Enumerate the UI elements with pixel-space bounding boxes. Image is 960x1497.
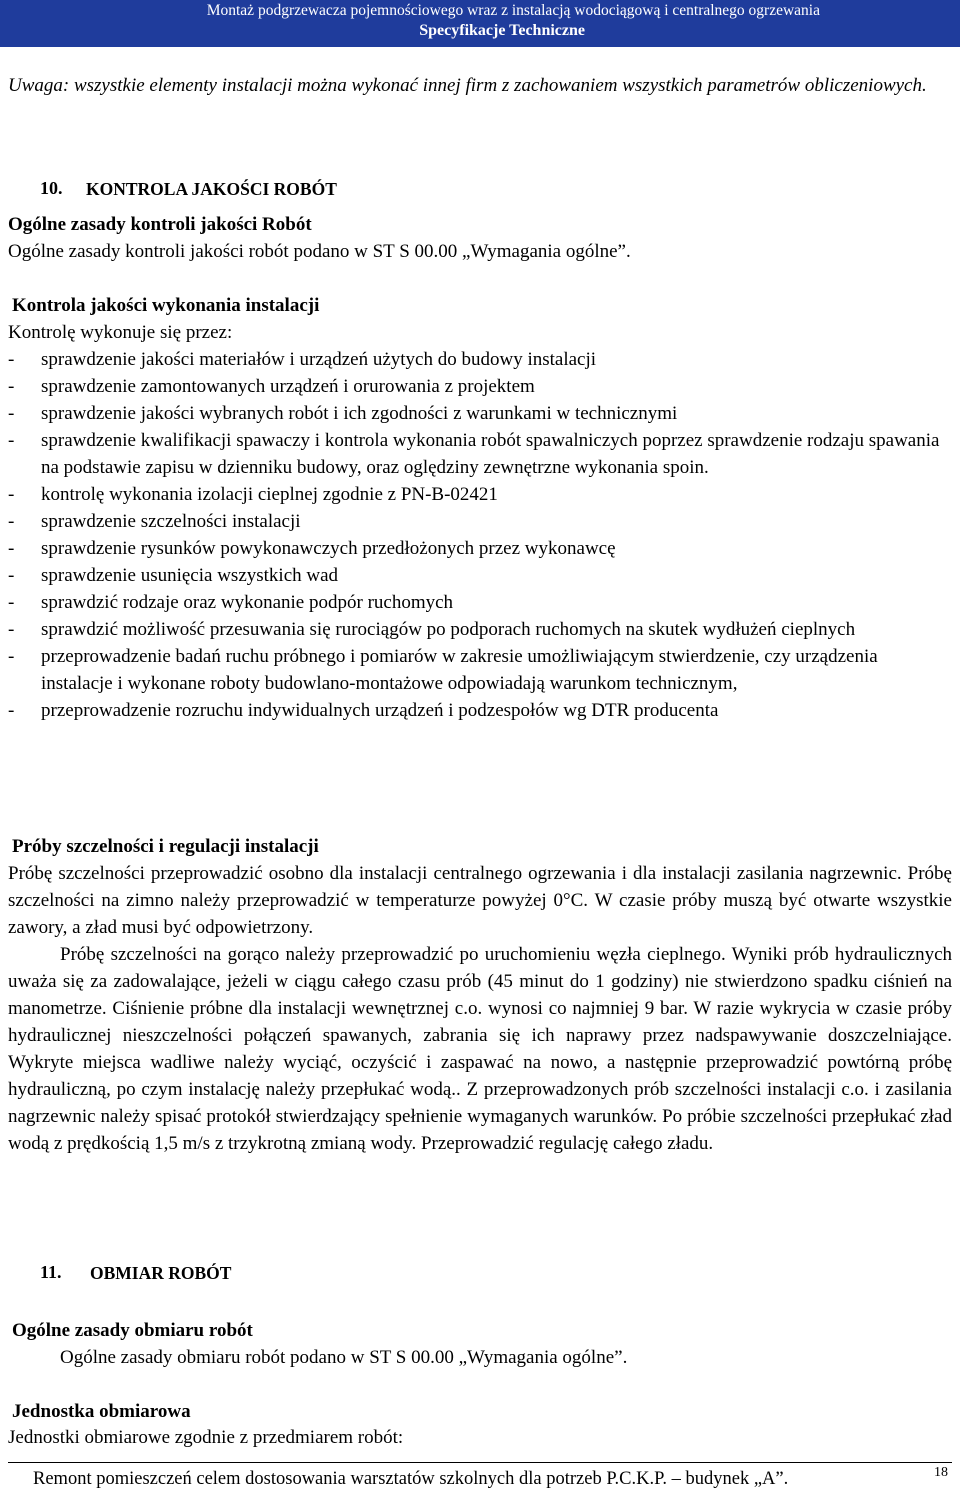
list-item: - sprawdzenie kwalifikacji spawaczy i kontrola wykonania robót spawalniczych poprzez sprawdzenie rodzaju spawania na podstawie zapisu w dzienniku budowy, oraz oględziny zewnętrzne wykonania spoin. xyxy=(8,427,952,481)
installation-quality-list xyxy=(8,346,952,724)
section-10-text: Ogólne zasady kontroli jakości robót podano w ST S 00.00 „Wymagania ogólne”. xyxy=(8,241,631,262)
list-item: - sprawdzenie jakości materiałów i urządzeń użytych do budowy instalacji xyxy=(8,346,952,373)
pressure-tests-body xyxy=(8,860,952,1157)
unit-text: Jednostki obmiarowe zgodnie z przedmiarem robót: xyxy=(8,1427,404,1448)
installation-quality-heading: Kontrola jakości wykonania instalacji xyxy=(12,295,320,316)
section-10-title: KONTROLA JAKOŚCI ROBÓT xyxy=(86,179,337,199)
header-divider xyxy=(0,45,960,47)
list-item: - sprawdzenie jakości wybranych robót i ich zgodności z warunkami w technicznymi xyxy=(8,400,952,427)
installation-quality-intro: Kontrolę wykonuje się przez: xyxy=(8,322,233,343)
page-header xyxy=(0,0,960,45)
list-item: - sprawdzić rodzaje oraz wykonanie podpór ruchomych xyxy=(8,589,952,616)
header-subtitle: Specyfikacje Techniczne xyxy=(419,22,585,39)
section-11-text: Ogólne zasady obmiaru robót podano w ST S 00.00 „Wymagania ogólne”. xyxy=(60,1347,628,1368)
section-11-title: OBMIAR ROBÓT xyxy=(90,1263,232,1283)
section-11-number: 11. xyxy=(40,1262,62,1282)
list-item: - sprawdzenie rysunków powykonawczych przedłożonych przez wykonawcę xyxy=(8,535,952,562)
list-item: - sprawdzenie szczelności instalacji xyxy=(8,508,952,535)
pressure-tests-paragraph-2: Próbę szczelności na gorąco należy przeprowadzić po uruchomieniu węzła cieplnego. Wyniki prób hydraulicznych uważa się za zadowalające, jeżeli w ciągu całego czasu prób (45 minut do 1 godziny) nie stwierdzono spadku ciśnień na manometrze. Ciśnienie próbne dla instalacji wewnętrznej c.o. wynosi co najmniej 9 bar. W razie wykrycia w czasie próby hydraulicznej nieszczelności połączeń spawanych, zabrania się ich naprawy przez nadspawywanie doszczelniające. Wykryte miejsca wadliwe należy wyciąć, oczyścić i zaspawać na nowo, a następnie przeprowadzić powtórną próbę hydrauliczną, po czym instalację należy przepłukać wodą.. Z przeprowadzonych prób szczelności instalacji c.o. i zasilania nagrzewnic należy spisać protokół stwierdzający spełnienie wymaganych warunków. Po próbie szczelności przepłukać zład wodą z prędkością 1,5 m/s z trzykrotną zmianą wody. Przeprowadzić regulację całego zładu. xyxy=(8,944,952,1154)
unit-heading: Jednostka obmiarowa xyxy=(12,1401,191,1422)
pressure-tests-heading: Próby szczelności i regulacji instalacji xyxy=(12,836,319,857)
section-10-subheading: Ogólne zasady kontroli jakości Robót xyxy=(8,214,312,235)
list-item: - sprawdzić możliwość przesuwania się rurociągów po podporach ruchomych na skutek wydłużeń cieplnych xyxy=(8,616,952,643)
pressure-tests-paragraph-1: Próbę szczelności przeprowadzić osobno dla instalacji centralnego ogrzewania i dla instalacji zasilania nagrzewnic. Próbę szczelności na zimno należy przeprowadzić w temperaturze powyżej 0°C. W czasie próby muszą być otwarte wszystkie zawory, a zład musi być odpowietrzony. xyxy=(8,863,952,938)
section-10-number: 10. xyxy=(40,178,63,198)
note-paragraph: Uwaga: wszystkie elementy instalacji można wykonać innej firm z zachowaniem wszystkich parametrów obliczeniowych. xyxy=(8,75,927,96)
list-item: - sprawdzenie usunięcia wszystkich wad xyxy=(8,562,952,589)
list-item: - przeprowadzenie rozruchu indywidualnych urządzeń i podzespołów wg DTR producenta xyxy=(8,697,952,724)
list-item: - sprawdzenie zamontowanych urządzeń i orurowania z projektem xyxy=(8,373,952,400)
footer-text: Remont pomieszczeń celem dostosowania warsztatów szkolnych dla potrzeb P.C.K.P. – budynek „A”. xyxy=(33,1469,789,1489)
section-11-subheading: Ogólne zasady obmiaru robót xyxy=(12,1320,253,1341)
list-item: - kontrolę wykonania izolacji cieplnej zgodnie z PN-B-02421 xyxy=(8,481,952,508)
page-footer xyxy=(8,1462,952,1489)
header-document-title: Montaż podgrzewacza pojemnościowego wraz z instalacją wodociągową i centralnego ogrzewania xyxy=(206,2,820,19)
page-number: 18 xyxy=(934,1465,948,1480)
list-item: - przeprowadzenie badań ruchu próbnego i pomiarów w zakresie umożliwiającym stwierdzenie, czy urządzenia instalacje i wykonane roboty budowlano-montażowe odpowiadają warunkom technicznym, xyxy=(8,643,952,697)
